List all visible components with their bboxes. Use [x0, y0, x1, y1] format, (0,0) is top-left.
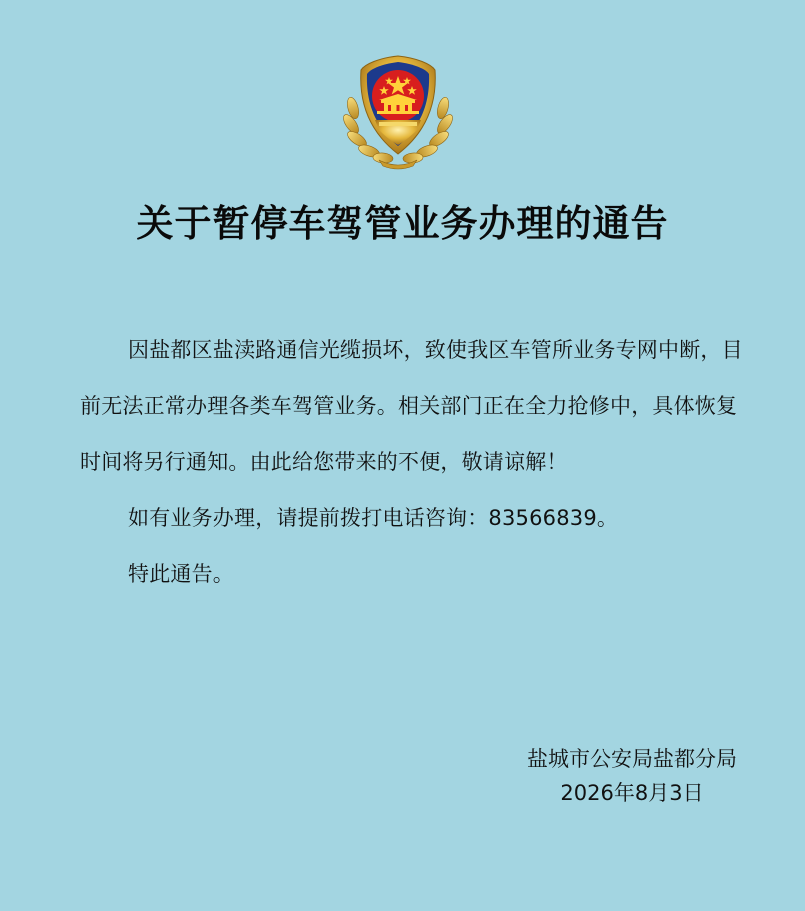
police-emblem-icon	[339, 50, 457, 170]
notice-body	[80, 322, 745, 602]
notice-paragraph: 如有业务办理，请提前拨打电话咨询：83566839。	[128, 506, 619, 530]
signature-date: 2026年8月3日	[560, 781, 704, 805]
signature-organization: 盐城市公安局盐都分局	[527, 747, 737, 771]
signature-block	[527, 742, 737, 810]
notice-paragraph: 因盐都区盐渎路通信光缆损坏，致使我区车管所业务专网中断，目前无法正常办理各类车驾管业务。相关部门正在全力抢修中，具体恢复时间将另行通知。由此给您带来的不便，敬请谅解！	[80, 338, 743, 474]
notice-paragraph: 特此通告。	[128, 562, 234, 586]
notice-title: 关于暂停车驾管业务办理的通告	[136, 202, 669, 245]
